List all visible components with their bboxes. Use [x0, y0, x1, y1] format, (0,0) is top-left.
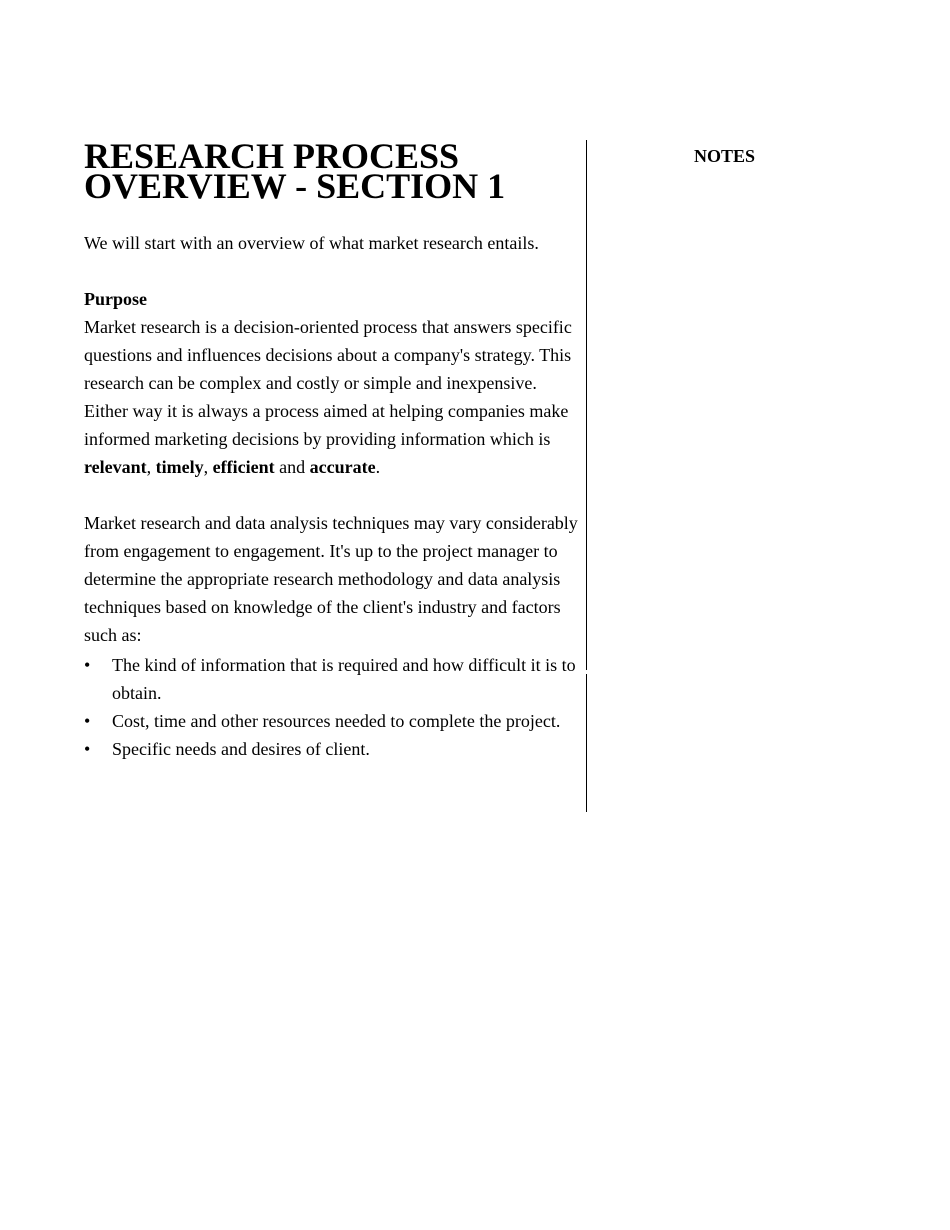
spacer	[84, 257, 580, 285]
quality-efficient: efficient	[212, 457, 275, 477]
and-word: and	[279, 457, 306, 477]
purpose-paragraph	[84, 313, 580, 481]
quality-accurate: accurate	[309, 457, 376, 477]
factors-list	[84, 651, 580, 763]
purpose-text: Market research is a decision-oriented process that answers specific questions and influences decisions about a company's strategy. This research can be complex and costly or simple and inexpensive. Either way it is always a process aimed at helping companies make informed marketing decisions by providing information which is	[84, 317, 572, 449]
factor-text: Cost, time and other resources needed to complete the project.	[112, 711, 561, 731]
column-divider	[586, 140, 587, 670]
spacer	[84, 481, 580, 509]
factor-text: The kind of information that is required and how difficult it is to obtain.	[112, 655, 576, 703]
end-period: .	[375, 457, 381, 477]
quality-timely: timely	[155, 457, 204, 477]
main-column	[84, 136, 580, 763]
bullet-icon: •	[84, 655, 91, 675]
purpose-heading: Purpose	[84, 289, 147, 309]
list-item	[84, 735, 580, 763]
analysis-paragraph: Market research and data analysis techniques may vary considerably from engagement to engagement. It's up to the project manager to determine the appropriate research methodology and data analysis techniques based on knowledge of the client's industry and factors such as:	[84, 513, 578, 645]
comma-separator: ,	[203, 457, 209, 477]
bullet-icon: •	[84, 711, 91, 731]
quality-relevant: relevant	[84, 457, 147, 477]
factor-text: Specific needs and desires of client.	[112, 739, 370, 759]
section-title: RESEARCH PROCESS OVERVIEW - SECTION 1	[84, 136, 506, 206]
intro-paragraph: We will start with an overview of what market research entails.	[84, 233, 539, 253]
list-item	[84, 651, 580, 707]
list-item	[84, 707, 580, 735]
column-divider	[586, 674, 587, 812]
comma-separator: ,	[146, 457, 152, 477]
bullet-icon: •	[84, 739, 91, 759]
notes-title: NOTES	[694, 146, 756, 166]
